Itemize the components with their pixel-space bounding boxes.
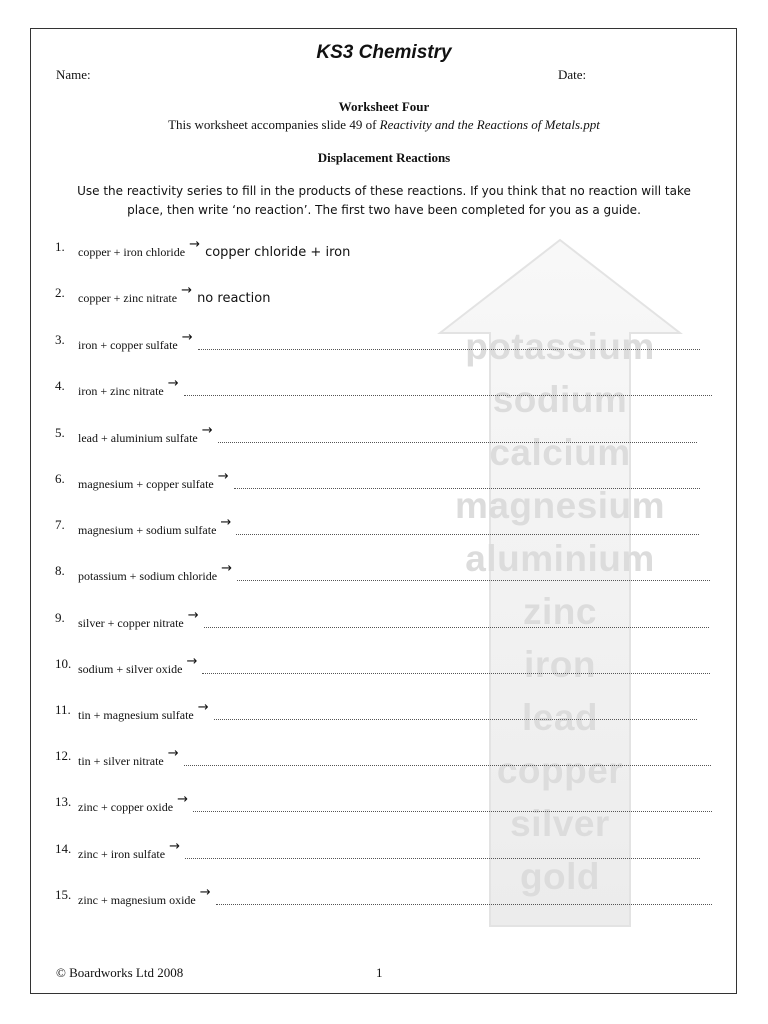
date-label: Date:	[558, 67, 587, 82]
answer-line[interactable]	[184, 765, 711, 766]
reactants: iron + zinc nitrate	[78, 384, 164, 398]
reaction-row	[55, 330, 715, 362]
answer-line[interactable]	[214, 719, 697, 720]
reactants: lead + aluminium sulfate	[78, 431, 198, 445]
reaction-row	[55, 376, 715, 408]
page-title: KS3 Chemistry	[316, 42, 452, 63]
reactants: zinc + iron sulfate	[78, 847, 166, 861]
series-item-potassium: potassium	[465, 326, 655, 367]
reactants: tin + magnesium sulfate	[78, 708, 194, 722]
answer-line[interactable]	[184, 395, 712, 396]
instructions: Use the reactivity series to fill in the products of these reactions. If you think that no reaction will take place, then write ‘no reaction’. The first two have been completed for you as a guide.	[77, 184, 691, 217]
reactants: iron + copper sulfate	[78, 338, 178, 352]
yields-arrow-icon: →	[186, 654, 198, 669]
subtitle-prefix: This worksheet accompanies slide 49 of	[168, 117, 380, 132]
yields-arrow-icon: →	[169, 839, 180, 854]
section-title: Displacement Reactions	[317, 150, 451, 165]
reaction-row	[55, 885, 715, 917]
reaction-number: 10.	[55, 656, 72, 671]
yields-arrow-icon: →	[167, 376, 179, 391]
answer-line[interactable]	[204, 627, 709, 628]
series-item-sodium: sodium	[492, 379, 628, 420]
reaction-row	[55, 515, 715, 547]
reactants: potassium + sodium chloride	[78, 569, 218, 583]
page-number: 1	[376, 965, 383, 980]
series-item-magnesium: magnesium	[454, 485, 666, 526]
yields-arrow-icon: →	[217, 469, 229, 484]
answer-line[interactable]	[218, 442, 697, 443]
series-item-iron: iron	[524, 644, 596, 685]
reaction-number: 13.	[55, 794, 72, 809]
subtitle-filename: Reactivity and the Reactions of Metals.ppt	[379, 117, 600, 132]
yields-arrow-icon: →	[197, 700, 209, 715]
answer-line[interactable]	[236, 534, 699, 535]
series-item-lead: lead	[521, 697, 599, 738]
reaction-number: 15.	[55, 887, 72, 902]
reaction-row	[55, 283, 715, 315]
reaction-row	[55, 839, 715, 871]
reaction-number: 8.	[55, 563, 65, 578]
answer-line[interactable]	[234, 488, 700, 489]
yields-arrow-icon: →	[177, 792, 188, 807]
yields-arrow-icon: →	[167, 746, 179, 761]
reactants: magnesium + copper sulfate	[78, 477, 214, 491]
series-item-copper: copper	[496, 750, 624, 791]
reaction-number: 11.	[55, 702, 71, 717]
series-item-zinc: zinc	[523, 591, 597, 632]
series-item-calcium: calcium	[489, 432, 631, 473]
answer-text: copper chloride + iron	[205, 245, 351, 260]
reaction-row	[55, 700, 715, 732]
answer-line[interactable]	[237, 580, 710, 581]
reactants: silver + copper nitrate	[78, 616, 184, 630]
reaction-row	[55, 746, 715, 778]
answer-line[interactable]	[185, 858, 700, 859]
reactants: tin + silver nitrate	[78, 754, 164, 768]
reaction-number: 2.	[55, 285, 65, 300]
series-item-silver: silver	[510, 803, 610, 844]
reaction-number: 5.	[55, 425, 65, 440]
reaction-row	[55, 469, 715, 501]
reaction-number: 9.	[55, 610, 65, 625]
reaction-row	[55, 654, 715, 686]
copyright-notice: © Boardworks Ltd 2008	[56, 965, 184, 980]
reactants: zinc + copper oxide	[78, 800, 174, 814]
reactants: copper + zinc nitrate	[78, 291, 178, 305]
yields-arrow-icon: →	[189, 237, 200, 252]
yields-arrow-icon: →	[199, 885, 211, 900]
reactants: copper + iron chloride	[78, 245, 186, 259]
reaction-number: 1.	[55, 239, 65, 254]
reaction-number: 14.	[55, 841, 72, 856]
yields-arrow-icon: →	[187, 608, 199, 623]
reaction-number: 3.	[55, 332, 65, 347]
reaction-row	[55, 423, 715, 455]
reactants: magnesium + sodium sulfate	[78, 523, 217, 537]
answer-line[interactable]	[193, 811, 712, 812]
yields-arrow-icon: →	[201, 423, 213, 438]
reaction-row	[55, 237, 715, 269]
name-label: Name:	[56, 67, 91, 82]
answer-line[interactable]	[198, 349, 700, 350]
answer-text: no reaction	[197, 291, 271, 306]
yields-arrow-icon: →	[220, 515, 232, 530]
reaction-row	[55, 792, 715, 824]
worksheet-title: Worksheet Four	[338, 99, 430, 114]
series-item-aluminium: aluminium	[465, 538, 655, 579]
reaction-number: 7.	[55, 517, 65, 532]
yields-arrow-icon: →	[221, 561, 232, 576]
reaction-number: 12.	[55, 748, 72, 763]
reactants: zinc + magnesium oxide	[78, 893, 196, 907]
answer-line[interactable]	[202, 673, 710, 674]
series-item-gold: gold	[519, 856, 601, 897]
reaction-number: 6.	[55, 471, 65, 486]
yields-arrow-icon: →	[181, 283, 192, 298]
yields-arrow-icon: →	[181, 330, 193, 345]
reaction-row	[55, 561, 715, 593]
answer-line[interactable]	[216, 904, 712, 905]
reaction-number: 4.	[55, 378, 65, 393]
reactants: sodium + silver oxide	[78, 662, 183, 676]
